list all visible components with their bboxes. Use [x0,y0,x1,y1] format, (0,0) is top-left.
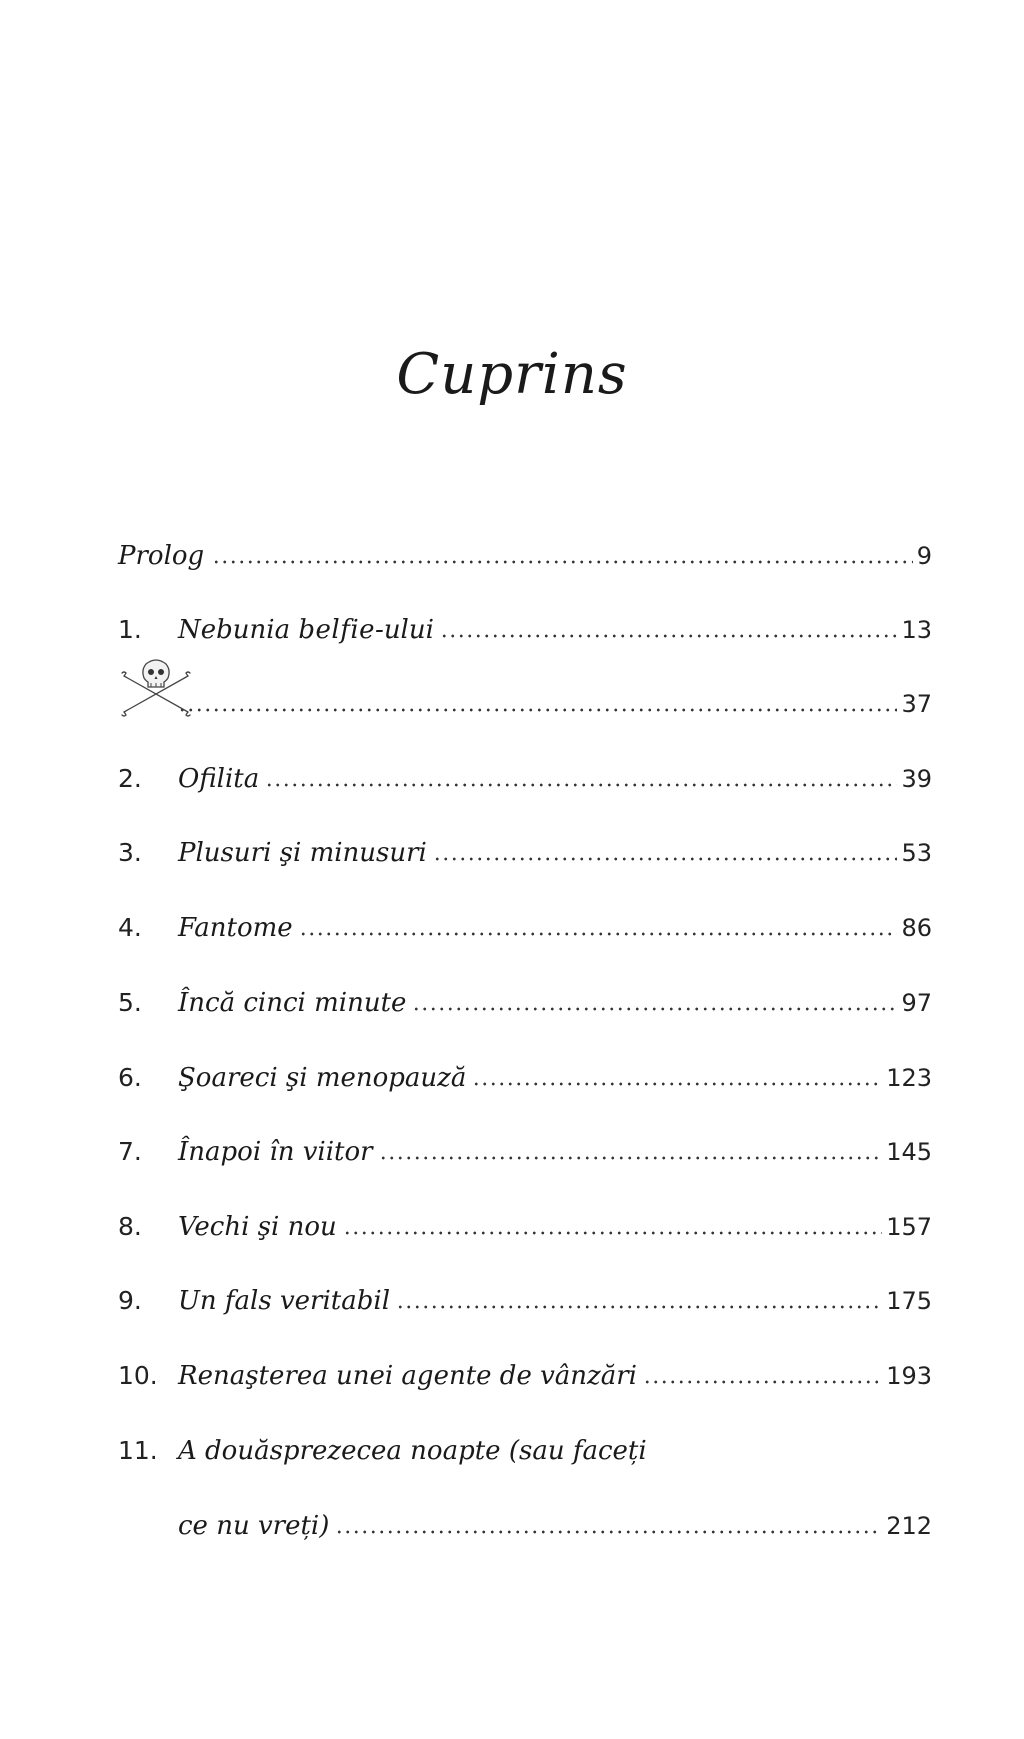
leader-dots [396,1305,882,1309]
title-part: -ului [375,615,434,645]
leader-dots [178,708,897,712]
toc-entry-2[interactable] [118,755,932,795]
toc-entry-title: Renaşterea unei agente de vânzări [178,1361,637,1391]
toc-entry-9[interactable] [118,1277,932,1317]
toc-entry-prolog[interactable] [118,532,932,572]
toc-entry-7[interactable] [118,1128,932,1168]
toc-entry-8[interactable] [118,1203,932,1243]
toc-entry-number: 8. [118,1212,142,1241]
toc-entry-3[interactable] [118,829,932,869]
toc-entry-page: 175 [886,1287,932,1315]
leader-dots [212,560,913,564]
leader-dots [472,1082,882,1086]
toc-entry-title: Un fals veritabil [178,1286,391,1316]
toc-entry-title: Fantome [178,913,293,943]
skull-crossbones-icon [118,658,194,720]
toc-entry-5[interactable] [118,979,932,1019]
leader-dots [335,1530,882,1534]
toc-entry-interlude[interactable] [118,680,932,720]
toc-entry-page: 39 [901,765,932,793]
leader-dots [379,1156,883,1160]
leader-dots [299,932,898,936]
toc-entry-number: 4. [118,913,142,942]
toc-entry-number: 6. [118,1063,142,1092]
toc-entry-number: 3. [118,838,142,867]
leader-dots [265,783,897,787]
toc-entry-title: Încă cinci minute [178,988,407,1018]
title-emphasis: belfie [298,615,376,645]
toc-entry-title: Ofilita [178,764,260,794]
toc-entry-page: 86 [901,914,932,942]
leader-dots [343,1231,882,1235]
toc-entry-number: 10. [118,1361,158,1390]
toc-entry-title-line2: ce nu vreți) [178,1511,330,1541]
toc-entry-page: 157 [886,1213,932,1241]
leader-dots [433,857,898,861]
toc-entry-page: 97 [901,989,932,1017]
toc-entry-page: 37 [901,690,932,718]
toc-entry-page: 53 [901,839,932,867]
leader-dots [440,634,898,638]
toc-entry-page: 9 [916,542,932,570]
toc-entry-page: 145 [886,1138,932,1166]
toc-entry-number: 11. [118,1436,158,1465]
toc-entry-11-continued[interactable] [118,1502,932,1542]
toc-entry-number: 2. [118,764,142,793]
toc-entry-page: 123 [886,1064,932,1092]
leader-dots [412,1007,897,1011]
toc-entry-number: 5. [118,988,142,1017]
toc-entry-number: 9. [118,1286,142,1315]
toc-entry-page: 212 [886,1512,932,1540]
title-part: Nebunia [178,615,299,645]
toc-entry-11[interactable] [118,1427,932,1467]
toc-entry-10[interactable] [118,1352,932,1392]
toc-entry-title: Vechi şi nou [178,1212,337,1242]
toc-entry-page: 193 [886,1362,932,1390]
toc-entry-title: Plusuri şi minusuri [178,838,427,868]
toc-entry-number: 1. [118,615,142,644]
toc-entry-title: Prolog [118,541,205,571]
toc-entry-4[interactable] [118,904,932,944]
toc-entry-page: 13 [901,616,932,644]
toc-entry-title: Şoareci şi menopauză [178,1063,467,1093]
toc-entry-title-line1: A douăsprezecea noapte (sau faceți [178,1436,647,1466]
toc-entry-1[interactable] [118,606,932,646]
leader-dots [643,1380,882,1384]
toc-entry-6[interactable] [118,1054,932,1094]
toc-entry-title: Înapoi în viitor [178,1137,373,1167]
page-title: Cuprins [396,342,628,407]
toc-entry-number: 7. [118,1137,142,1166]
toc-entry-title [178,614,440,646]
